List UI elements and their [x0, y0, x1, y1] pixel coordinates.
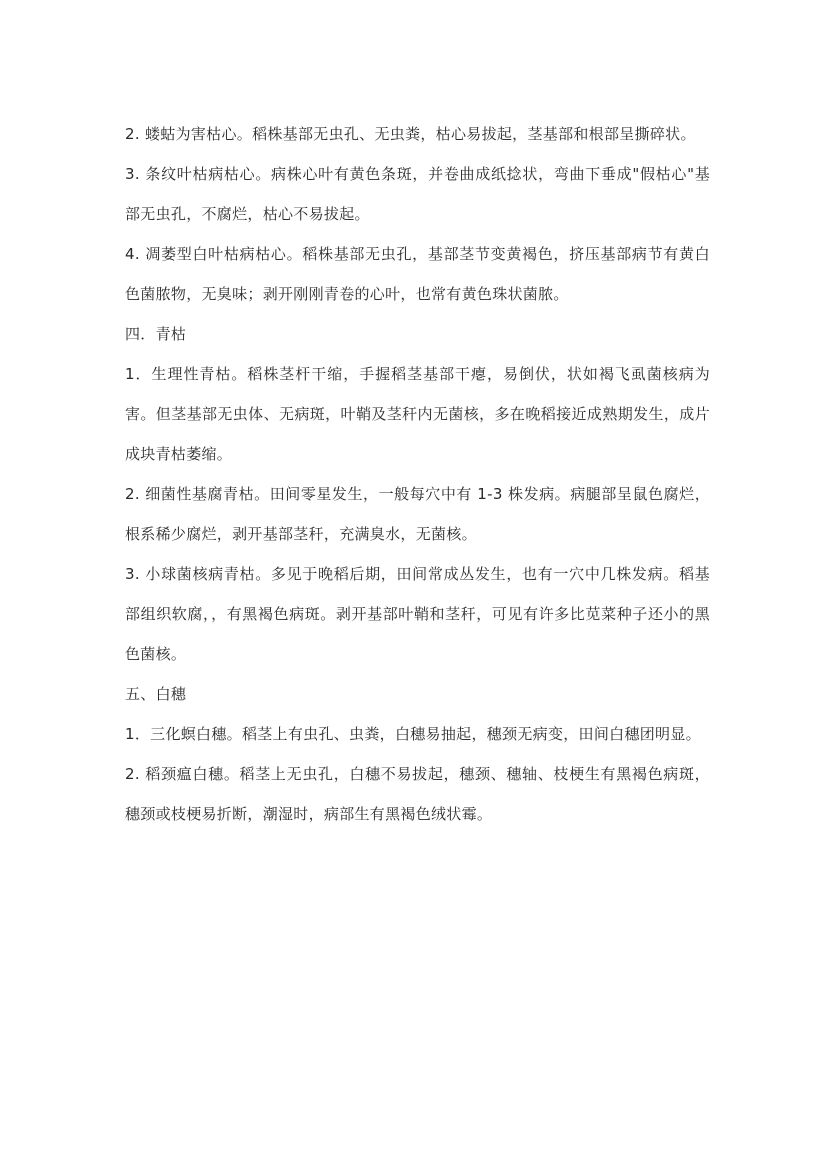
paragraph-bacterial-blight: 4. 凋萎型白叶枯病枯心。稻株基部无虫孔，基部茎节变黄褐色，挤压基部病节有黄白色菌脓物，无臭味；剥开刚刚青卷的心叶，也常有黄色珠状菌脓。 — [125, 245, 710, 303]
paragraph-physiological-wilt: 1．生理性青枯。稻株茎杆干缩，手握稻茎基部干瘪，易倒伏，状如褐飞虱菌核病为害。但茎基部无虫体、无病斑，叶鞘及茎秆内无菌核，多在晚稻接近成熟期发生，成片成块青枯萎缩。 — [125, 365, 710, 463]
paragraph-neck-blast-white-head: 2. 稻颈瘟白穗。稻茎上无虫孔，白穗不易拔起，穗颈、穗轴、枝梗生有黑褐色病斑，穗颈或枝梗易折断，潮湿时，病部生有黑褐色绒状霉。 — [125, 765, 710, 823]
paragraph-stripe-disease: 3. 条纹叶枯病枯心。病株心叶有黄色条斑，并卷曲成纸捻状，弯曲下垂成"假枯心"基部无虫孔，不腐烂，枯心不易拔起。 — [125, 165, 710, 223]
section-heading-green-wilt: 四．青枯 — [125, 325, 187, 343]
document-body — [125, 114, 710, 834]
section-heading-white-head: 五、白穗 — [125, 685, 187, 703]
paragraph-bacterial-foot-rot: 2. 细菌性基腐青枯。田间零星发生，一般每穴中有 1-3 株发病。病腿部呈鼠色腐烂，根系稀少腐烂，剥开基部茎秆，充满臭水，无菌核。 — [125, 485, 710, 543]
paragraph-stem-borer-white-head: 1．三化螟白穗。稻茎上有虫孔、虫粪，白穗易抽起，穗颈无病变，田间白穗团明显。 — [125, 725, 701, 743]
paragraph-stem-rot: 3. 小球菌核病青枯。多见于晚稻后期，田间常成丛发生，也有一穴中几株发病。稻基部组织软腐，，有黑褐色病斑。剥开基部叶鞘和茎秆，可见有许多比苋菜种子还小的黑色菌核。 — [125, 565, 710, 663]
paragraph-mole-cricket: 2. 蝼蛄为害枯心。稻株基部无虫孔、无虫粪，枯心易拔起，茎基部和根部呈撕碎状。 — [125, 125, 696, 143]
